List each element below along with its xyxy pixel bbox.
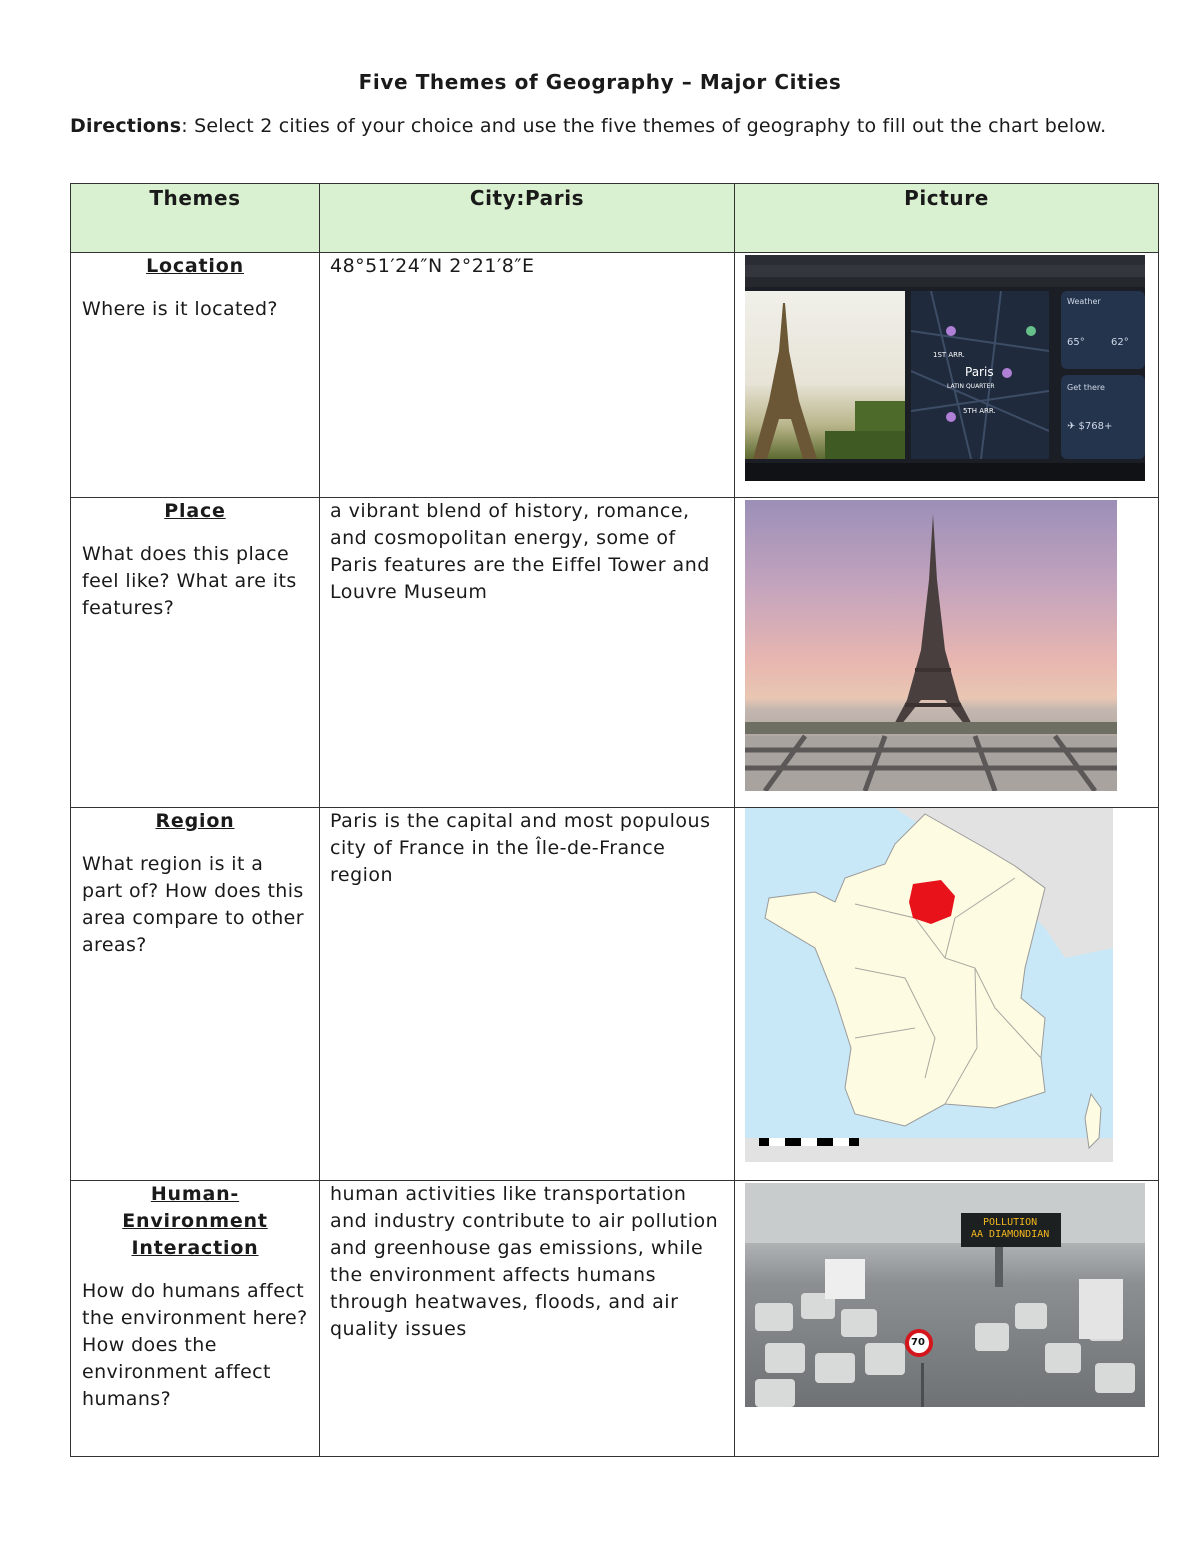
theme-name: Location <box>146 255 244 277</box>
answer-text: 48°51′24″N 2°21′8″E <box>330 255 535 277</box>
speed-limit-sign: 70 <box>911 1337 925 1348</box>
picture-cell <box>735 1181 1159 1457</box>
document-title: Five Themes of Geography – Major Cities <box>358 70 842 94</box>
map-city-label: Paris <box>965 365 994 379</box>
answer-text: a vibrant blend of history, romance, and cosmopolitan energy, some of Paris features are the Eiffel Tower and Louvre Museum <box>330 500 710 603</box>
flights-card <box>1061 375 1145 459</box>
browser-bookmarks-bar <box>745 277 1145 287</box>
answer-cell <box>320 1181 735 1457</box>
pollution-sign-line1: POLLUTION <box>983 1217 1038 1228</box>
table-row <box>71 253 1159 498</box>
header-themes: Themes <box>71 184 320 253</box>
theme-cell <box>71 1181 320 1457</box>
france-map <box>745 808 1113 1162</box>
theme-cell <box>71 498 320 808</box>
map-district-label: LATIN QUARTER <box>947 383 995 390</box>
weather-temp-1: 65° <box>1067 337 1085 348</box>
theme-question: What region is it a part of? How does this area compare to other areas? <box>82 853 304 956</box>
taskbar <box>745 463 1145 481</box>
answer-cell <box>320 498 735 808</box>
eiffel-tower-photo <box>745 500 1117 791</box>
answer-cell <box>320 253 735 498</box>
weather-card <box>1061 291 1145 369</box>
theme-name: Region <box>155 810 235 832</box>
answer-text: Paris is the capital and most populous city of France in the Île-de-France region <box>330 810 711 886</box>
map-arr5-label: 5TH ARR. <box>963 407 996 415</box>
themes-table <box>70 183 1159 1457</box>
flights-title: Get there <box>1067 383 1105 392</box>
eiffel-tower-icon <box>745 500 1117 791</box>
theme-question: Where is it located? <box>82 298 278 320</box>
header-city: City:Paris <box>320 184 735 253</box>
france-region-map <box>745 808 1113 1162</box>
pollution-sign-line2: AA DIAMONDIAN <box>971 1229 1050 1240</box>
directions-label: Directions <box>70 115 182 137</box>
theme-cell <box>71 253 320 498</box>
table-row <box>71 498 1159 808</box>
eiffel-tower-icon <box>745 291 905 459</box>
picture-cell <box>735 498 1159 808</box>
picture-cell <box>735 808 1159 1181</box>
theme-cell <box>71 808 320 1181</box>
answer-text: human activities like transportation and industry contribute to air pollution and greenhouse gas emissions, while the environment affects humans through heatwaves, floods, and air quality issues <box>330 1183 719 1340</box>
location-screenshot <box>745 255 1145 481</box>
browser-url-bar <box>745 265 1145 277</box>
theme-question: What does this place feel like? What are its features? <box>82 543 297 619</box>
map-arr1-label: 1ST ARR. <box>933 351 965 359</box>
weather-temp-2: 62° <box>1111 337 1129 348</box>
map-panel <box>911 291 1049 459</box>
weather-title: Weather <box>1067 297 1101 306</box>
browser-tab-bar <box>745 255 1145 265</box>
directions-text: : Select 2 cities of your choice and use the five themes of geography to fill out the chart below. <box>181 115 1107 137</box>
picture-cell <box>735 253 1159 498</box>
table-row <box>71 808 1159 1181</box>
answer-cell <box>320 808 735 1181</box>
traffic-photo <box>745 1183 1145 1407</box>
header-picture: Picture <box>735 184 1159 253</box>
theme-name: Place <box>164 500 226 522</box>
table-header-row <box>71 184 1159 253</box>
table-row <box>71 1181 1159 1457</box>
theme-name: Human-Environment Interaction <box>122 1183 268 1259</box>
theme-question: How do humans affect the environment here? How does the environment affect humans? <box>82 1280 308 1410</box>
flights-price: ✈ $768+ <box>1067 421 1113 432</box>
directions <box>70 112 1130 140</box>
traffic-scene <box>745 1183 1145 1407</box>
